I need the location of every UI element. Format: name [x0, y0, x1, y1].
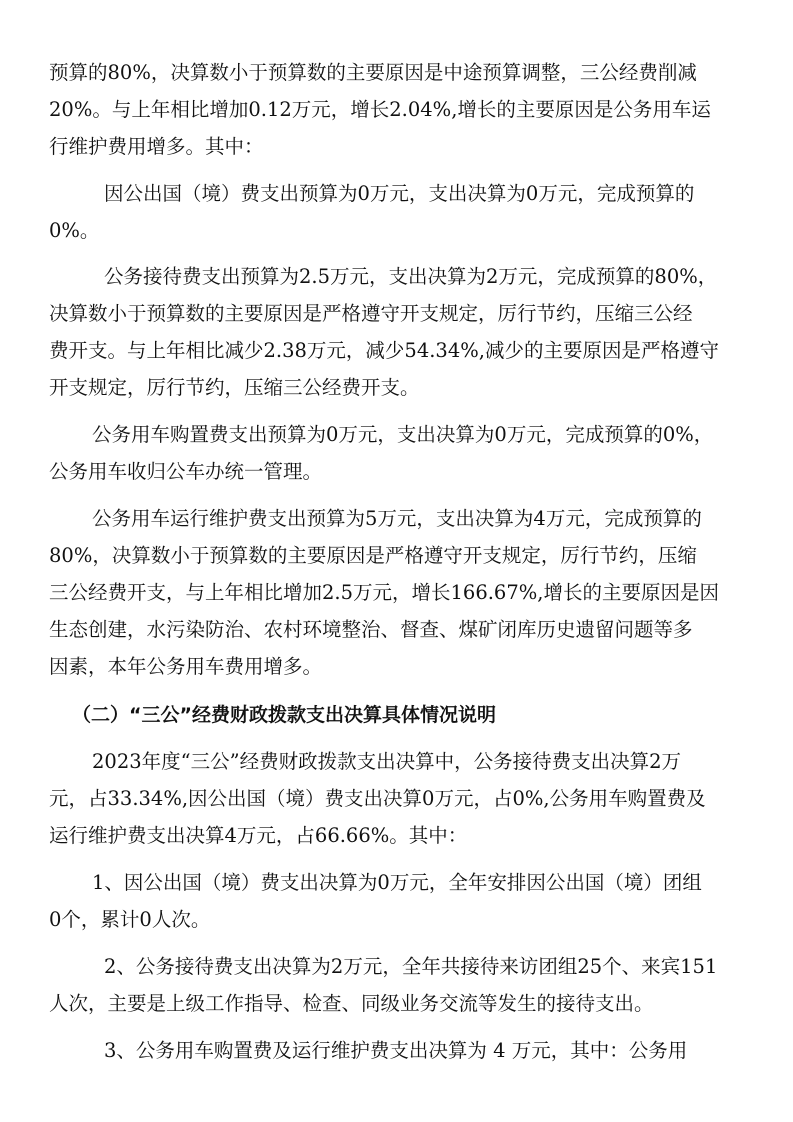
paragraph-line-11: 公务用车收归公车办统一管理。 [49, 460, 323, 483]
paragraph-line-3: 行维护费用增多。其中： [49, 135, 264, 158]
paragraph-line-15: 生态创建，水污染防治、农村环境整治、督查、煤矿闭库历史遗留问题等多 [49, 618, 693, 641]
paragraph-line-13: 80%，决算数小于预算数的主要原因是严格遵守开支规定，厉行节约，压缩 [49, 544, 697, 567]
paragraph-line-9: 开支规定，厉行节约，压缩三公经费开支。 [49, 376, 420, 399]
paragraph-line-4: 因公出国（境）费支出预算为0万元，支出决算为0万元，完成预算的 [104, 182, 695, 205]
paragraph-line-1: 预算的80%，决算数小于预算数的主要原因是中途预算调整，三公经费削减 [49, 61, 697, 84]
paragraph-line-21: 1、因公出国（境）费支出决算为0万元，全年安排因公出国（境）团组 [92, 871, 702, 894]
section-heading: （二）“三公”经费财政拨款支出决算具体情况说明 [72, 704, 496, 726]
paragraph-line-20: 运行维护费支出决算4万元，占66.66%。其中： [49, 824, 468, 847]
paragraph-line-8: 费开支。与上年相比减少2.38万元，减少54.34%,减少的主要原因是严格遵守 [49, 339, 719, 362]
paragraph-line-5: 0%。 [49, 219, 100, 242]
paragraph-line-16: 因素，本年公务用车费用增多。 [49, 655, 323, 678]
paragraph-line-14: 三公经费开支，与上年相比增加2.5万元，增长166.67%,增长的主要原因是因 [49, 581, 719, 604]
paragraph-line-18: 2023年度“三公”经费财政拨款支出决算中，公务接待费支出决算2万 [92, 750, 681, 773]
paragraph-line-12: 公务用车运行维护费支出预算为5万元，支出决算为4万元，完成预算的 [92, 507, 702, 530]
paragraph-line-10: 公务用车购置费支出预算为0万元，支出决算为0万元，完成预算的0%， [92, 423, 714, 446]
paragraph-line-7: 决算数小于预算数的主要原因是严格遵守开支规定，厉行节约，压缩三公经 [49, 302, 693, 325]
paragraph-line-23: 2、公务接待费支出决算为2万元，全年共接待来访团组25个、来宾151 [104, 955, 718, 978]
paragraph-line-19: 元，占33.34%,因公出国（境）费支出决算0万元，占0%,公务用车购置费及 [49, 787, 706, 810]
paragraph-line-2: 20%。与上年相比增加0.12万元，增长2.04%,增长的主要原因是公务用车运 [49, 98, 711, 121]
paragraph-line-24: 人次，主要是上级工作指导、检查、同级业务交流等发生的接待支出。 [49, 992, 654, 1015]
paragraph-line-25: 3、公务用车购置费及运行维护费支出决算为 4 万元，其中：公务用 [104, 1039, 688, 1062]
paragraph-line-22: 0个，累计0人次。 [49, 908, 211, 931]
paragraph-line-6: 公务接待费支出预算为2.5万元，支出决算为2万元，完成预算的80%， [104, 265, 718, 288]
